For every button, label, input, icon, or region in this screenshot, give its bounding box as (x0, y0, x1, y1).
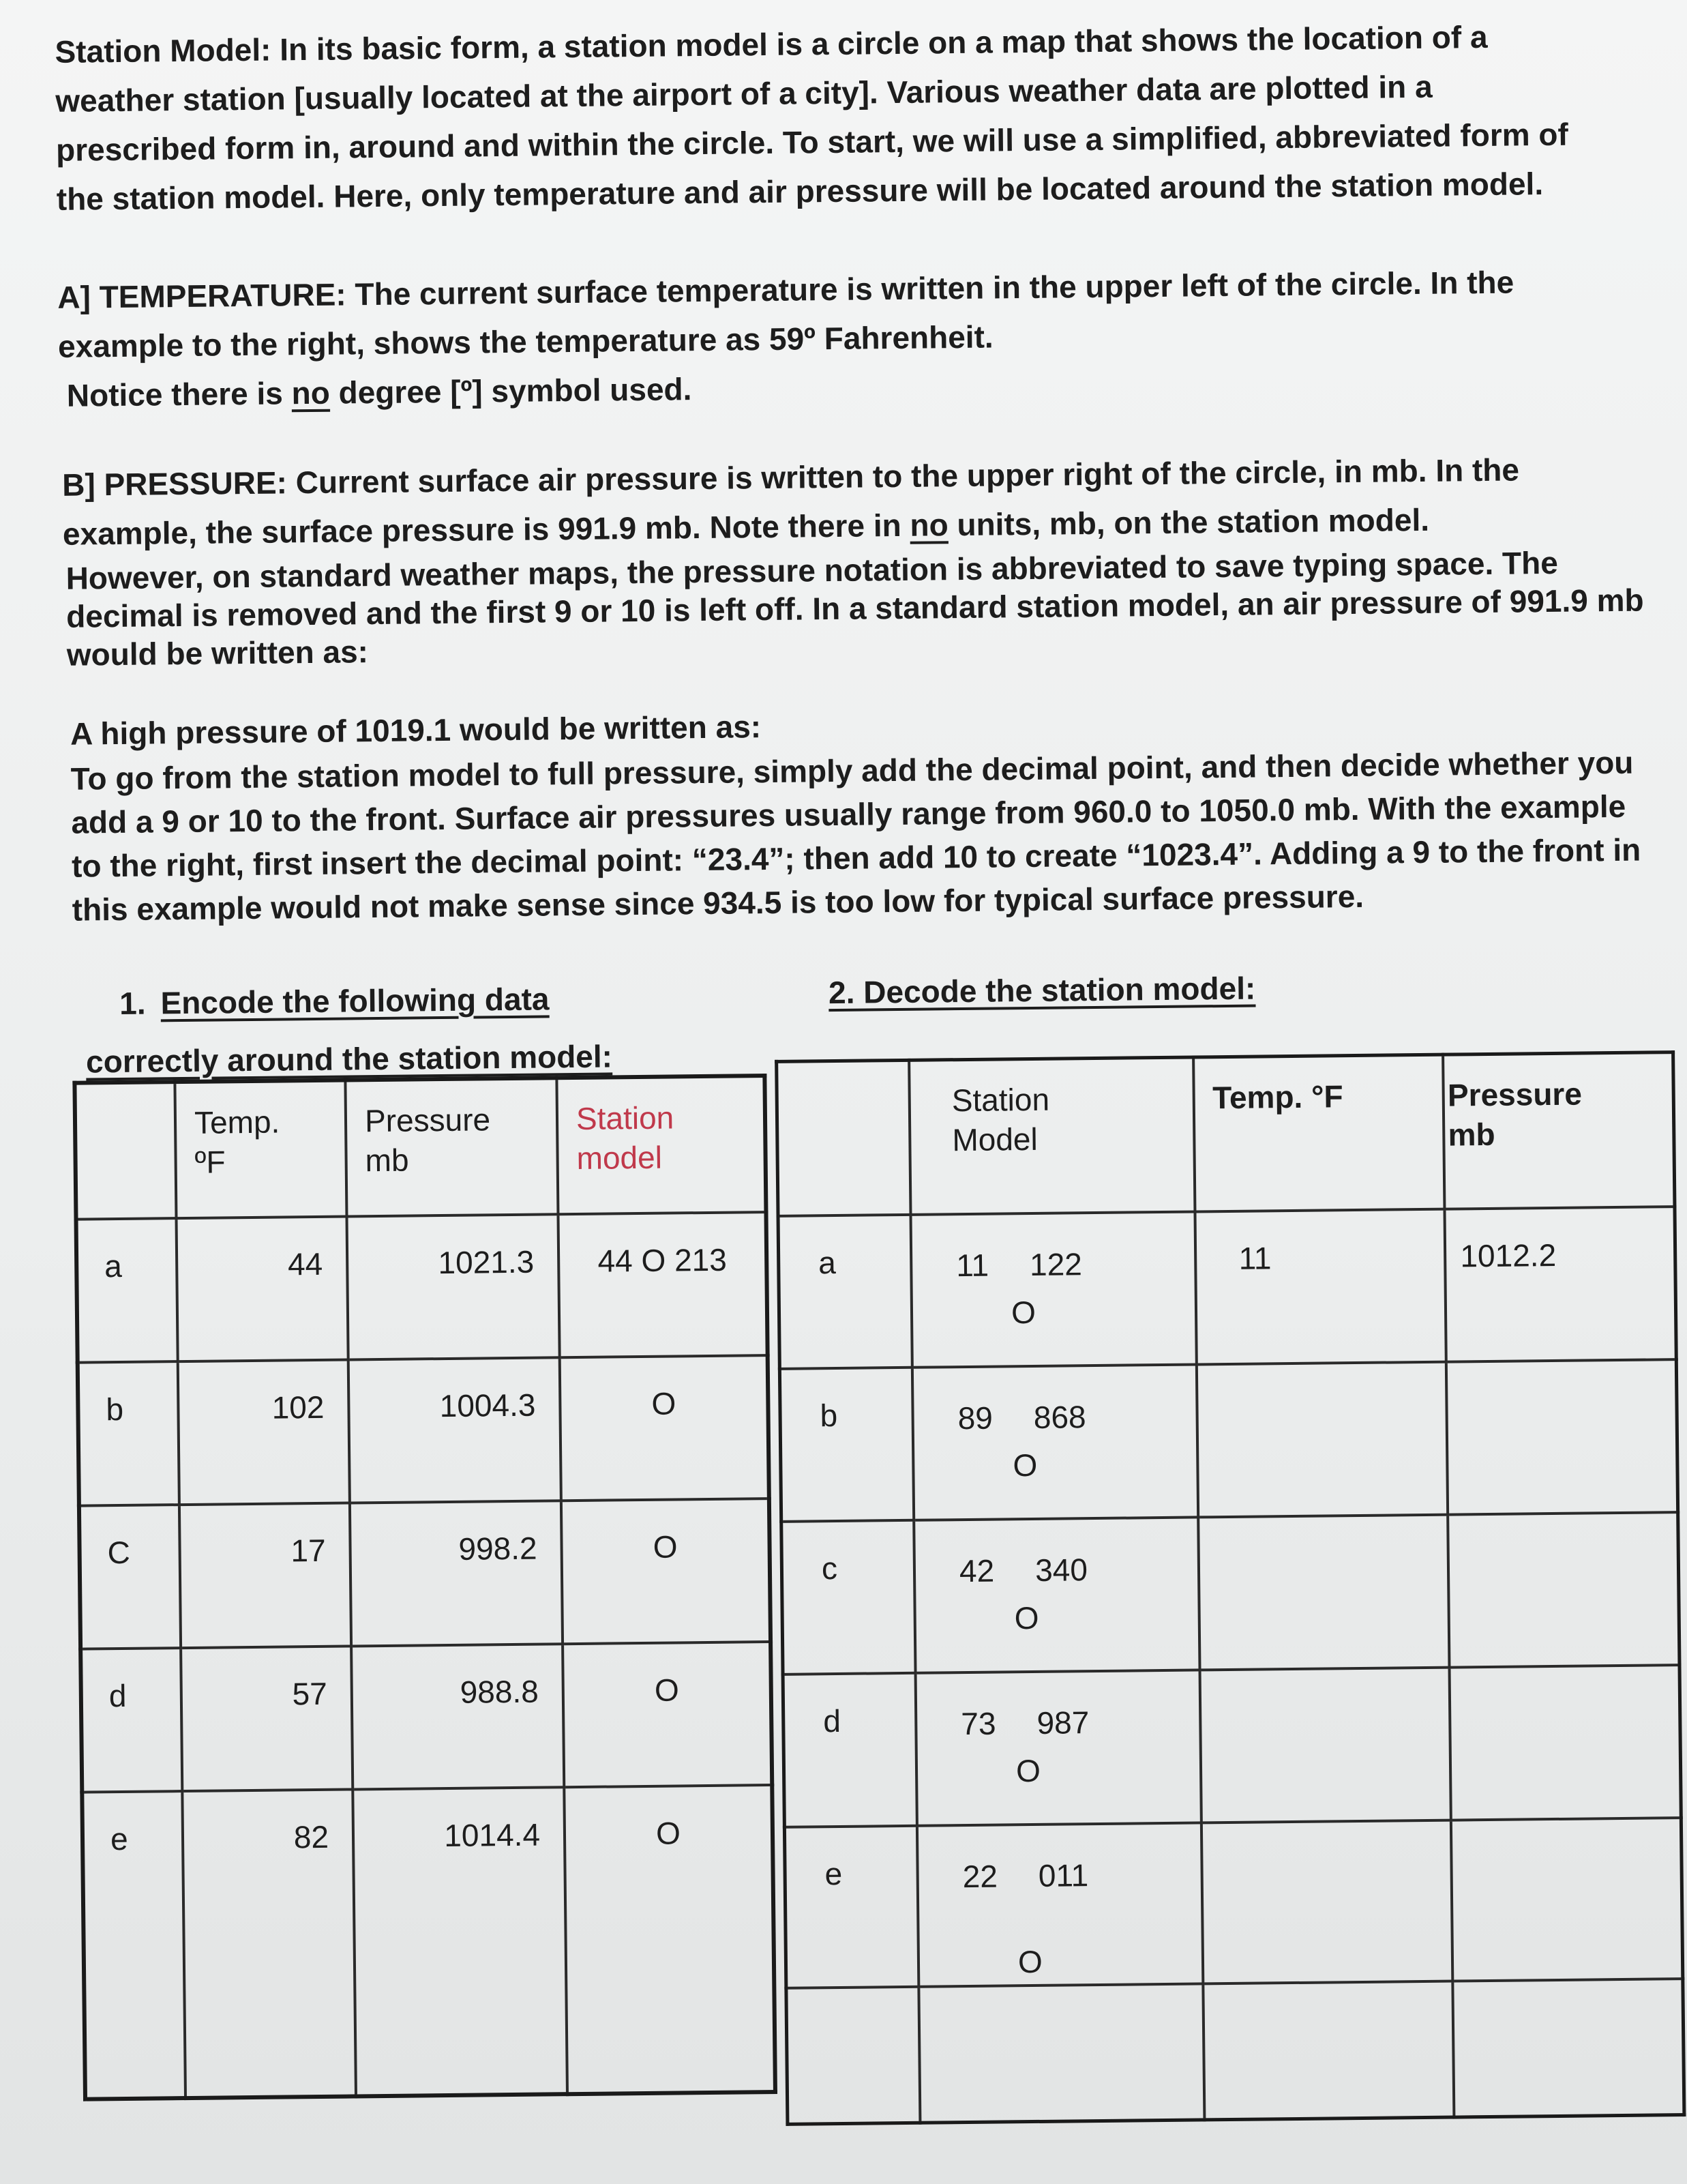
empty-cell (919, 1983, 1204, 2123)
station-pressure: 340 (1034, 1551, 1088, 1588)
row-label: e (784, 1825, 919, 1988)
temperature-note-a: Notice there is (66, 375, 292, 413)
decode-table-header (777, 1052, 1675, 1216)
station-cell[interactable]: O (563, 1642, 772, 1787)
encode-header-temp: Temp. ºF (175, 1080, 346, 1219)
station-circle: O (1017, 1943, 1043, 1979)
encode-table-header (74, 1076, 766, 1220)
decode-paragraph: To go from the station model to full pressure, simply add the decimal point, and then decide whether you add a 9 or 10 to the front. Surface air pressures usually range from 960.0 to 1050.0 mb. With the example to the right, first insert the decimal point: “23.4”; then add 10 to create “1023.4”. Adding a 9 to the front in this example would not make sense since 934.5 is too low for typical surface pressure. (70, 744, 1641, 928)
pressure-text-a: B] PRESSURE: Current surface air pressure is written to the upper right of the circle, in mb. In the example, the surface pressure is 991.9 mb. Note there in (61, 452, 1520, 552)
decoded-pressure-cell[interactable] (1448, 1512, 1679, 1668)
temperature-paragraph (57, 256, 1600, 420)
pressure-cell: 1021.3 (346, 1214, 559, 1359)
station-model-cell (912, 1364, 1198, 1520)
table-row (79, 1499, 771, 1649)
station-pressure: 987 (1036, 1704, 1090, 1741)
decoded-pressure-cell[interactable]: 1012.2 (1445, 1207, 1677, 1362)
station-temp: 42 (959, 1552, 995, 1589)
table-row (82, 1785, 775, 2099)
station-pressure: 122 (1029, 1245, 1083, 1282)
station-model-cell (916, 1670, 1201, 1825)
encode-table (72, 1074, 777, 2101)
row-label: e (82, 1791, 185, 2099)
table-row (786, 1979, 1684, 2125)
station-cell[interactable]: O (560, 1355, 769, 1501)
empty-cell (1203, 1981, 1454, 2120)
decoded-pressure-cell[interactable] (1450, 1665, 1682, 1820)
pressure-cell: 1004.3 (348, 1357, 561, 1503)
station-cell[interactable]: O (561, 1499, 771, 1644)
station-circle: O (1015, 1752, 1041, 1788)
temp-cell: 82 (182, 1789, 356, 2098)
question-1-title-a: Encode the following data (160, 981, 550, 1021)
table-row (778, 1207, 1676, 1369)
station-model-cell (914, 1517, 1199, 1672)
station-model-cell (911, 1211, 1197, 1367)
row-label: C (79, 1505, 181, 1649)
decoded-pressure-cell[interactable] (1446, 1359, 1678, 1515)
decoded-temp-cell[interactable]: 11 (1195, 1209, 1446, 1364)
intro-paragraph: Station Model: In its basic form, a station model is a circle on a map that shows the location of a weather station [usually located at the airport of a city]. Various weather data are plotted in a prescribed form in, around and within the circle. To start, we will use a simplified, abbreviated form of the station model. Here, only temperature and air pressure will be located around the station model. (55, 18, 1569, 217)
station-temp: 22 (962, 1858, 998, 1894)
station-pressure: 868 (1033, 1398, 1086, 1435)
row-label: c (781, 1520, 916, 1674)
decode-header-station: Station Model (909, 1057, 1195, 1214)
station-circle: O (1013, 1447, 1038, 1483)
row-label: a (76, 1218, 178, 1363)
decode-header-temp: Temp. °F (1193, 1054, 1445, 1211)
temp-cell: 17 (179, 1503, 351, 1648)
encode-header-station: Station model (556, 1076, 766, 1214)
station-circle: O (1014, 1599, 1039, 1636)
station-circle: O (1011, 1294, 1036, 1330)
pressure-cell: 1014.4 (353, 1787, 567, 2096)
encode-header-pressure: Pressure mb (345, 1078, 558, 1216)
pressure-cell: 998.2 (350, 1501, 563, 1646)
row-label: b (78, 1361, 179, 1506)
station-temp: 11 (956, 1247, 989, 1283)
station-model-cell (917, 1823, 1203, 1986)
row-label (786, 1986, 921, 2124)
pressure-text-b: units, mb, on the station model. (948, 501, 1430, 543)
question-1-number: 1. (119, 985, 146, 1021)
decoded-temp-cell[interactable] (1196, 1361, 1448, 1517)
abbreviation-paragraph: However, on standard weather maps, the pressure notation is abbreviated to save typing space. The decimal is removed and the first 9 or 10 is left off. In a standard station model, an air pressure of 991.9 mb would be written as: (65, 544, 1644, 673)
temperature-text: A] TEMPERATURE: The current surface temperature is written in the upper left of the circle. In the example to the right, shows the temperature as 59º Fahrenheit. (57, 264, 1514, 364)
temperature-note-b: degree [º] symbol used. (329, 371, 692, 411)
question-1-title-b: correctly around the station model: (85, 1038, 613, 1080)
decoded-temp-cell[interactable] (1201, 1820, 1452, 1983)
temperature-note (66, 355, 1600, 420)
question-1-heading (119, 980, 550, 1022)
temp-cell: 57 (181, 1646, 353, 1791)
decoded-temp-cell[interactable] (1198, 1514, 1450, 1670)
row-label: d (80, 1648, 182, 1792)
table-row (76, 1212, 768, 1363)
station-temp: 73 (961, 1705, 996, 1741)
row-label: b (779, 1367, 914, 1521)
decode-table (775, 1050, 1686, 2126)
temp-cell: 44 (177, 1217, 348, 1362)
station-cell[interactable]: O (564, 1785, 775, 2094)
station-pressure: 011 (1038, 1857, 1089, 1893)
question-2-heading: 2. Decode the station model: (828, 970, 1256, 1011)
worksheet-page (48, 0, 1686, 2169)
pressure-paragraph (62, 443, 1652, 558)
pressure-cell: 988.8 (351, 1644, 564, 1789)
pressure-text-no: no (910, 507, 949, 543)
decode-header-blank (777, 1060, 911, 1215)
row-label: a (778, 1214, 912, 1368)
table-row (779, 1359, 1677, 1522)
temp-cell: 102 (178, 1359, 350, 1505)
decode-header-pressure: Pressure mb (1443, 1052, 1675, 1209)
high-pressure-line: A high pressure of 1019.1 would be written as: (70, 709, 762, 752)
station-temp: 89 (957, 1400, 994, 1436)
station-cell[interactable]: 44 O 213 (558, 1212, 767, 1357)
table-row (781, 1512, 1679, 1674)
table-row (78, 1355, 769, 1506)
table-row (80, 1642, 772, 1792)
empty-cell (1453, 1979, 1684, 2118)
decoded-pressure-cell[interactable] (1451, 1818, 1683, 1981)
table-row (784, 1818, 1682, 1988)
row-label: d (783, 1672, 917, 1827)
table-row (783, 1665, 1681, 1827)
decoded-temp-cell[interactable] (1199, 1667, 1451, 1823)
temperature-note-no: no (291, 374, 331, 411)
encode-header-blank (74, 1082, 176, 1220)
